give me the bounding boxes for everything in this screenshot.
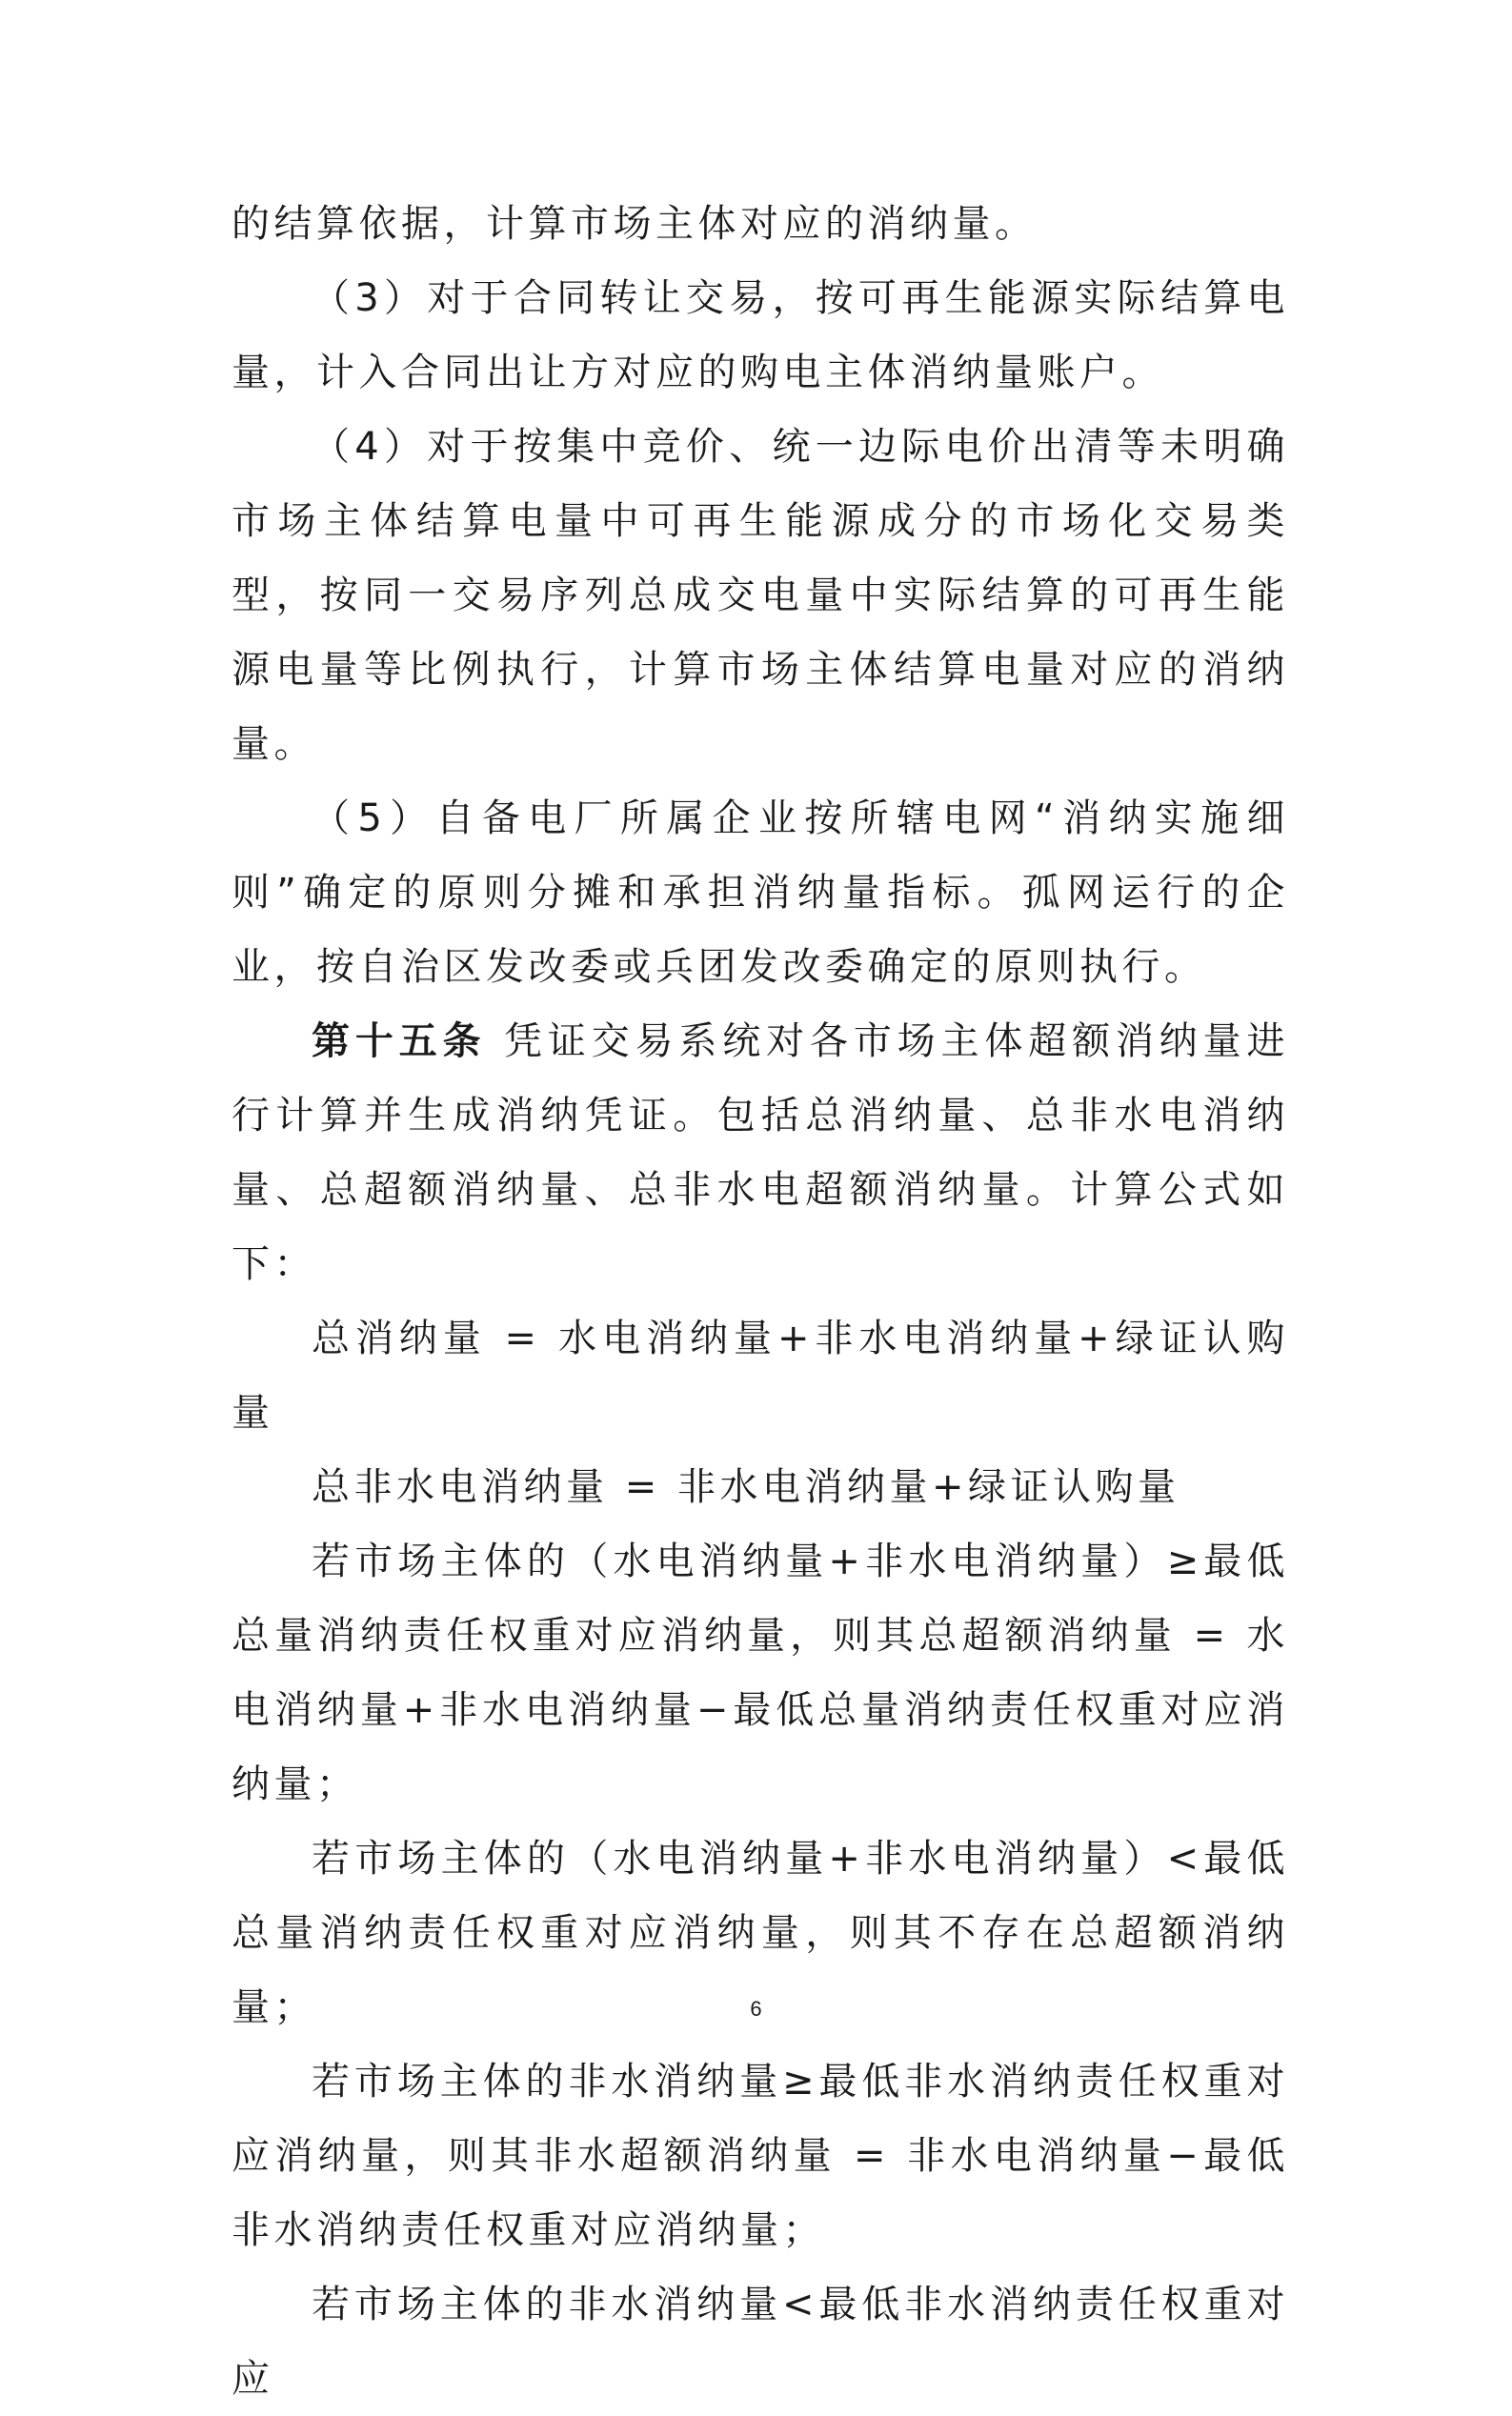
formula-total-non-hydro: 总非水电消纳量 = 非水电消纳量+绿证认购量 [312,1465,1180,1509]
paragraph-item-3: （3）对于合同转让交易，按可再生能源实际结算电量，计入合同出让方对应的购电主体消纳量账户。 [232,276,1289,394]
document-body [232,187,1289,2416]
paragraph-item-5: （5）自备电厂所属企业按所辖电网“消纳实施细则”确定的原则分摊和承担消纳量指标。孤网运行的企业，按自治区发改委或兵团发改委确定的原则执行。 [232,796,1289,989]
rule-non-hydro-excess-lt: 若市场主体的非水消纳量<最低非水消纳责任权重对应 [232,2283,1289,2401]
formula-total-consumption: 总消纳量 = 水电消纳量+非水电消纳量+绿证认购量 [232,1317,1289,1435]
rule-total-excess-lt: 若市场主体的（水电消纳量+非水电消纳量）<最低总量消纳责任权重对应消纳量，则其不存在总超额消纳量； [232,1837,1289,2029]
article-label: 第十五条 [312,1019,487,1063]
rule-total-excess-ge: 若市场主体的（水电消纳量+非水电消纳量）≥最低总量消纳责任权重对应消纳量，则其总超额消纳量 = 水电消纳量+非水电消纳量−最低总量消纳责任权重对应消纳量； [232,1540,1289,1806]
page-number: 6 [750,1997,762,2021]
paragraph-continuation: 的结算依据，计算市场主体对应的消纳量。 [232,202,1038,246]
article-text: 凭证交易系统对各市场主体超额消纳量进行计算并生成消纳凭证。包括总消纳量、总非水电消纳量、总超额消纳量、总非水电超额消纳量。计算公式如下： [232,1019,1290,1286]
paragraph-article-15 [232,1004,1289,1301]
rule-non-hydro-excess-ge: 若市场主体的非水消纳量≥最低非水消纳责任权重对应消纳量，则其非水超额消纳量 = 非水电消纳量−最低非水消纳责任权重对应消纳量； [232,2060,1289,2252]
paragraph-item-4: （4）对于按集中竞价、统一边际电价出清等未明确市场主体结算电量中可再生能源成分的市场化交易类型，按同一交易序列总成交电量中实际结算的可再生能源电量等比例执行，计算市场主体结算电量对应的消纳量。 [232,425,1289,766]
